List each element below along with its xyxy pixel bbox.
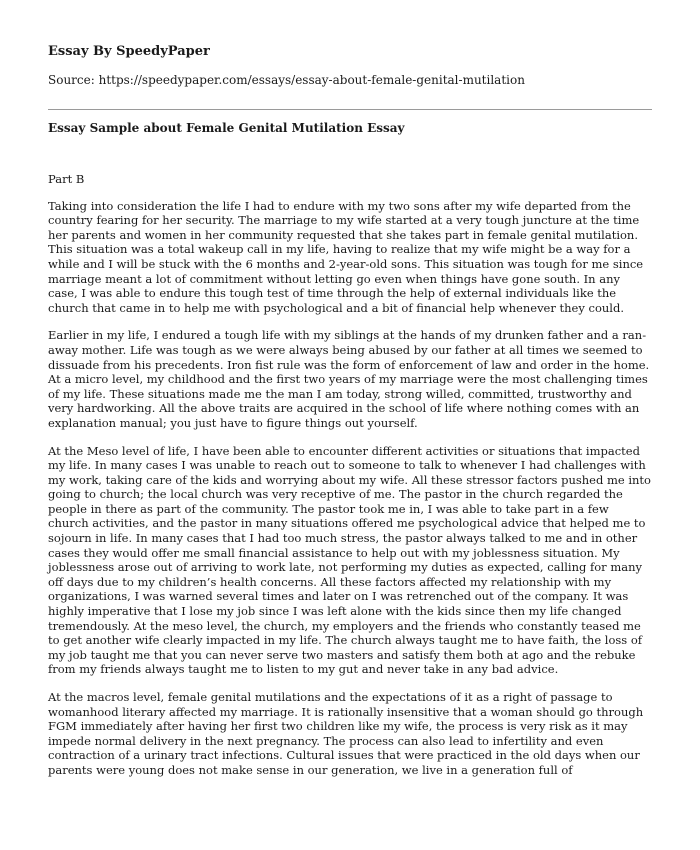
source-line: Source: https://speedypaper.com/essays/essay-about-female-genital-mutilation bbox=[48, 73, 525, 87]
paragraph-4: At the macros level, female genital mutilations and the expectations of it as a right of passage to womanhood literary affected my marriage. It is rationally insensitive that a woman should go through FGM immediately after having her first two children like my wife, the process is very risk as it may impede normal delivery in the next pregnancy. The process can also lead to infertility and even contraction of a urinary tract infections. Cultural issues that were practiced in the old days when our parents were young does not make sense in our generation, we live in a generation full of bbox=[48, 690, 644, 777]
essay-title: Essay Sample about Female Genital Mutilation Essay bbox=[48, 121, 405, 135]
paragraph-3: At the Meso level of life, I have been able to encounter different activities or situations that impacted my life. In many cases I was unable to reach out to someone to talk to whenever I had challenges with my work, taking care of the kids and worrying about my wife. All these stressor factors pushed me into going to church; the local church was very receptive of me. The pastor in the church regarded the people in there as part of the community. The pastor took me in, I was able to take part in a few church activities, and the pastor in many situations offered me psychological advice that helped me to sojourn in life. In many cases that I had too much stress, the pastor always talked to me and in other cases they would offer me small financial assistance to help out with my joblessness situation. My joblessness arose out of arriving to work late, not performing my duties as expected, calling for many off days due to my children’s health concerns. All these factors affected my relationship with my organizations, I was warned several times and later on I was retrenched out of the company. It was highly imperative that I lose my job since I was left alone with the kids since then my life changed tremendously. At the meso level, the church, my employers and the friends who constantly teased me to get another wife clearly impacted in my life. The church always taught me to have faith, the loss of my job taught me that you can never serve two masters and satisfy them both at ago and the rebuke from my friends always taught me to listen to my gut and never take in any bad advice. bbox=[48, 443, 651, 677]
paragraph-2: Earlier in my life, I endured a tough life with my siblings at the hands of my drunken father and a ran-away mother. Life was tough as we were always being abused by our father at all times we seemed to dissuade from his precedents. Iron fist rule was the form of enforcement of law and order in the home. At a micro level, my childhood and the first two years of my marriage were the most challenging times of my life. These situations made me the man I am today, strong willed, committed, trustworthy and very hardworking. All the above traits are acquired in the school of life where nothing comes with an explanation manual; you just have to figure things out yourself. bbox=[48, 328, 650, 430]
part-label: Part B bbox=[48, 172, 85, 186]
header-divider bbox=[48, 109, 652, 110]
document-header-title: Essay By SpeedyPaper bbox=[48, 44, 210, 59]
paragraph-1: Taking into consideration the life I had to endure with my two sons after my wife departed from the country fearing for her security. The marriage to my wife started at a very tough juncture at the time her parents and women in her community requested that she takes part in female genital mutilation. This situation was a total wakeup call in my life, having to realize that my wife might be a way for a while and I will be stuck with the 6 months and 2-year-old sons. This situation was tough for me since marriage meant a lot of commitment without letting go even when things have gone south. In any case, I was able to endure this tough test of time through the help of external individuals like the church that came in to help me with psychological and a bit of financial help whenever they could. bbox=[48, 198, 644, 315]
essay-body bbox=[48, 172, 652, 791]
